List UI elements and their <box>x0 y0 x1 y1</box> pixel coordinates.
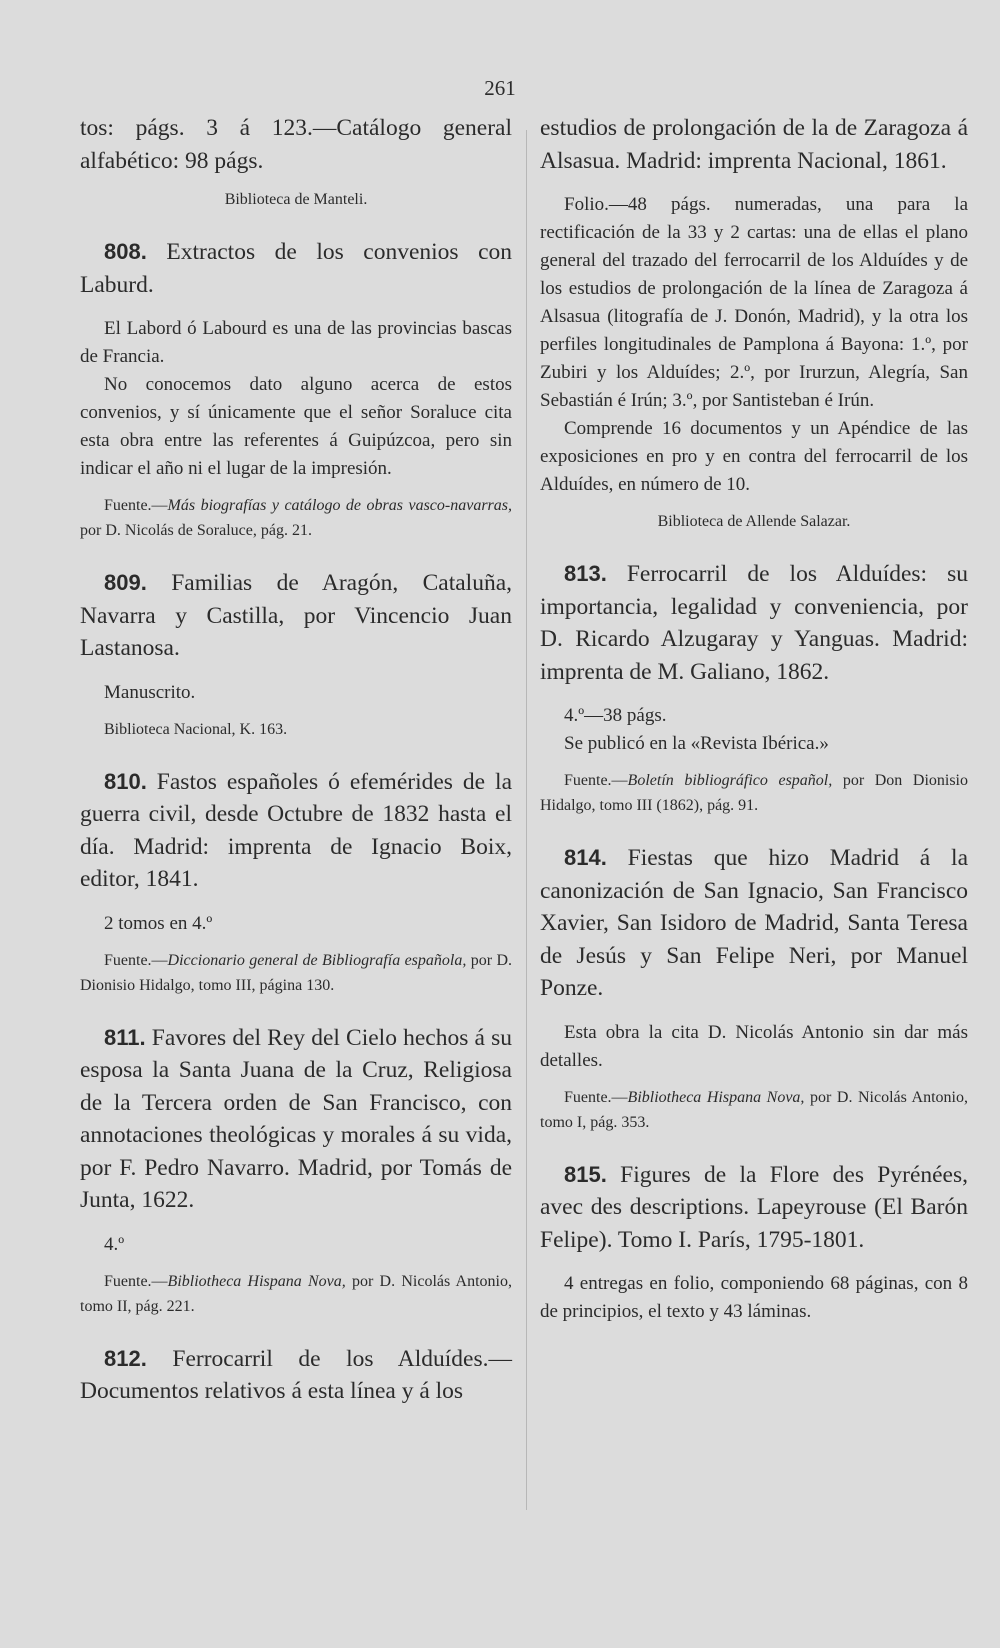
entry-note: Comprende 16 documentos y un Apéndice de las exposiciones en pro y en contra del ferrocarril de los Alduídes, en número de 10. <box>540 418 968 495</box>
right-column <box>540 112 968 1326</box>
entry-title: Favores del Rey del Cielo hechos á su esposa la Santa Juana de la Cruz, Religiosa de la Tercera orden de San Francisco, con annotaciones theológicas y morales á su vida, por F. Pedro Navarro. Madrid, por Tomás de Junta, 1622. <box>80 1024 513 1213</box>
entry-808 <box>80 236 512 543</box>
entry-note: 4 entregas en folio, componiendo 68 páginas, con 8 de principios, el texto y 43 láminas. <box>540 1273 968 1322</box>
continuation-text: estudios de prolongación de la de Zaragoza á Alsasua. Madrid: imprenta Nacional, 1861. <box>540 115 968 174</box>
entry-note: Manuscrito. <box>104 681 196 703</box>
entry-title: Ferrocarril de los Alduídes: su importancia, legalidad y conveniencia, por D. Ricardo Alzugaray y Yanguas. Madrid: imprenta de M. Galiano, 1862. <box>540 561 969 685</box>
entry-note: Se publicó en la «Revista Ibérica.» <box>564 733 829 754</box>
entry-number: 809. <box>104 570 147 595</box>
entry-number: 812. <box>104 1345 147 1371</box>
entry-note: El Labord ó Labourd es una de las provincias bascas de Francia. <box>80 318 512 367</box>
entry-number: 814. <box>564 845 607 870</box>
source-reference: Fuente.—Más biografías y catálogo de obras vasco-navarras, por D. Nicolás de Soraluce, pág. 21. <box>80 497 512 539</box>
page-number: 261 <box>484 76 516 100</box>
entry-note: No conocemos dato alguno acerca de estos convenios, y sí únicamente que el señor Soraluce cita esta obra entre las referentes á Guipúzcoa, pero sin indicar el año ni el lugar de la impresión. <box>80 374 512 479</box>
entry-813 <box>540 558 968 818</box>
entry-810 <box>80 766 512 998</box>
entry-title: Extractos de los convenios con Laburd. <box>80 239 512 298</box>
entry-title: Figures de la Flore des Pyrénées, avec des descriptions. Lapeyrouse (El Barón Felipe). Tomo I. París, 1795-1801. <box>540 1161 969 1253</box>
entry-809 <box>80 567 512 742</box>
source-reference: Fuente.—Bibliotheca Hispana Nova, por D. Nicolás Antonio, tomo II, pág. 221. <box>80 1272 512 1315</box>
entry-note: 2 tomos en 4.º <box>104 912 213 934</box>
entry-number: 808. <box>104 239 147 264</box>
entry-815 <box>540 1159 968 1327</box>
entry-title: Fiestas que hizo Madrid á la canonización de San Ignacio, San Francisco Xavier, San Isidoro de Madrid, Santa Teresa de Jesús y San Felipe Neri, por Manuel Ponze. <box>540 845 968 1001</box>
entry-note: 4.º <box>104 1233 125 1255</box>
entry-title: Ferrocarril de los Alduídes.—Documentos relativos á esta línea y á los <box>80 1345 513 1404</box>
source-reference: Fuente.—Bibliotheca Hispana Nova, por D. Nicolás Antonio, tomo I, pág. 353. <box>540 1088 969 1131</box>
entry-number: 813. <box>564 561 607 586</box>
entry-number: 815. <box>564 1161 607 1187</box>
source-reference: Fuente.—Boletín bibliográfico español, por Don Dionisio Hidalgo, tomo III (1862), pág. 91. <box>540 772 969 814</box>
entry-note: 4.º—38 págs. <box>564 705 667 726</box>
continuation-text: tos: págs. 3 á 123.—Catálogo general alfabético: 98 págs. <box>80 115 512 174</box>
entry-title: Fastos españoles ó efemérides de la guerra civil, desde Octubre de 1832 hasta el día. Madrid: imprenta de Ignacio Boix, editor, 1841. <box>80 768 512 892</box>
entry-811 <box>80 1022 512 1319</box>
source-reference: Fuente.—Diccionario general de Bibliografía española, por D. Dionisio Hidalgo, tomo III, página 130. <box>80 951 513 994</box>
library-location: Biblioteca de Allende Salazar. <box>657 513 851 530</box>
column-divider <box>526 130 527 1510</box>
entry-number: 811. <box>104 1024 146 1050</box>
entry-note: Esta obra la cita D. Nicolás Antonio sin dar más detalles. <box>540 1021 968 1071</box>
entry-812 <box>80 1343 512 1408</box>
library-location: Biblioteca de Manteli. <box>224 191 368 208</box>
entry-note: Folio.—48 págs. numeradas, una para la rectificación de la 33 y 2 cartas: una de ellas el plano general del trazado del ferrocarril de los Alduídes y de los estudios de prolongación de la línea de Zaragoza á Alsasua (litografía de J. Donón, Madrid), y la otra los perfiles longitudinales de Pamplona á Bayona: 1.º, por Zubiri y los Alduídes; 2.º, por Irurzun, Alegría, San Sebastián é Irún; 3.º, por Santisteban é Irún. <box>540 194 968 411</box>
entry-title: Familias de Aragón, Cataluña, Navarra y Castilla, por Vincencio Juan Lastanosa. <box>80 570 513 661</box>
library-location: Biblioteca Nacional, K. 163. <box>104 720 288 738</box>
left-column <box>80 112 512 1408</box>
entry-814 <box>540 842 968 1135</box>
entry-number: 810. <box>104 768 147 794</box>
